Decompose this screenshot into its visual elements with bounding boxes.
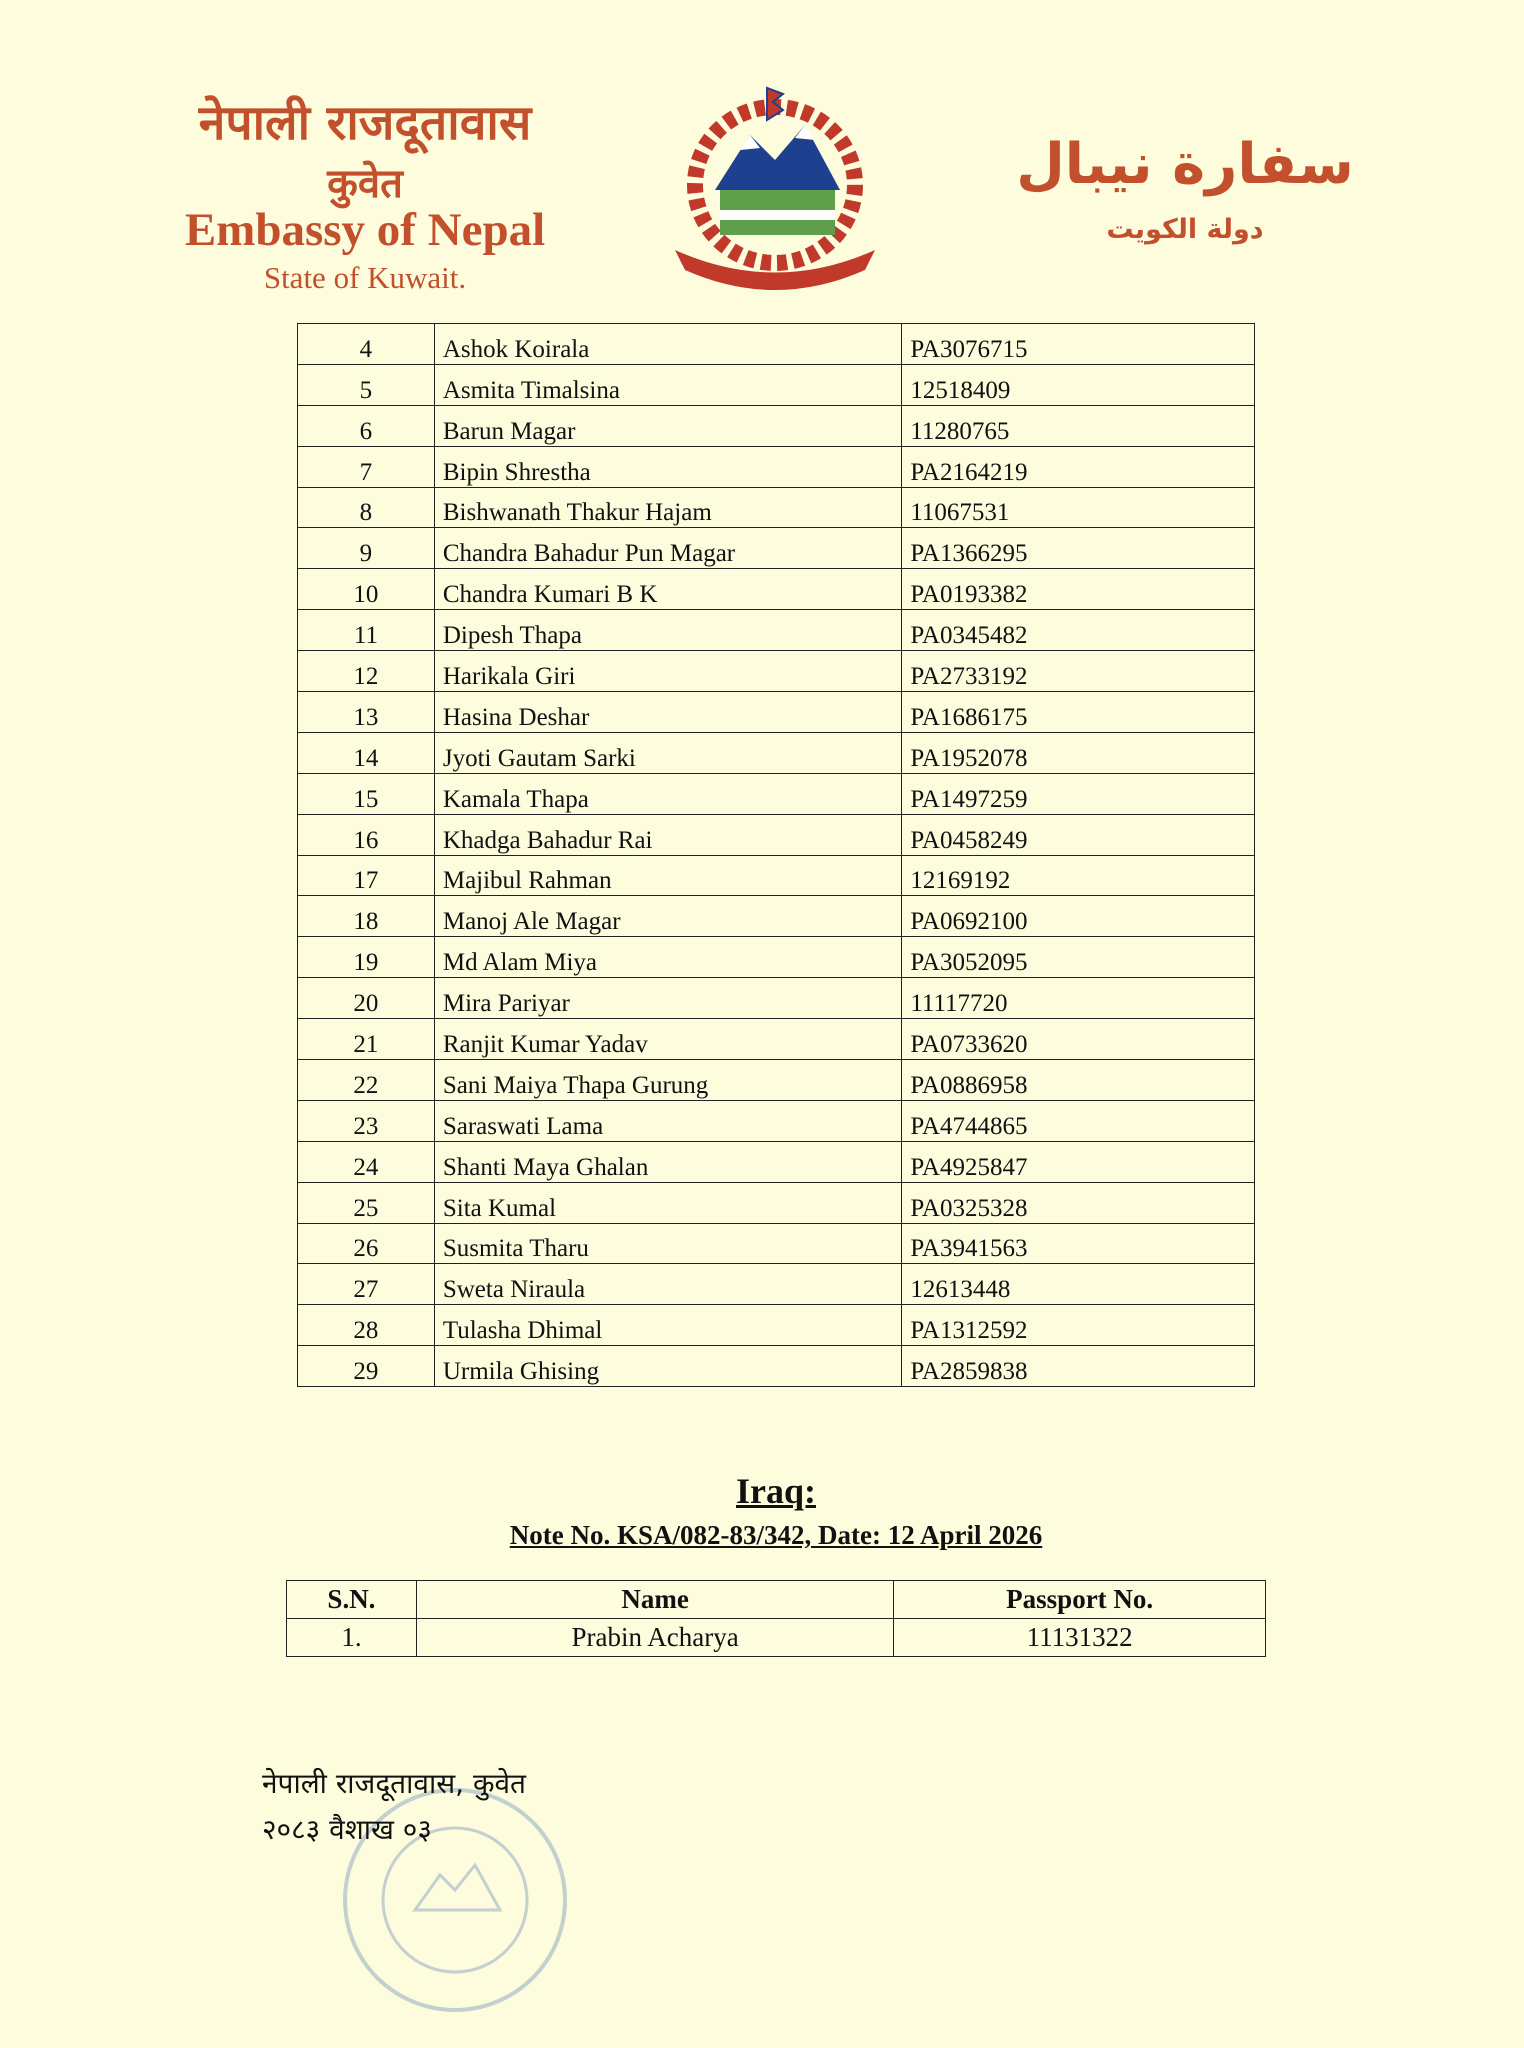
cell-name: Khadga Bahadur Rai [434,814,901,855]
cell-name: Dipesh Thapa [434,610,901,651]
cell-passport: PA2733192 [902,651,1255,692]
cell-sn: 4 [298,324,435,365]
cell-sn: 22 [298,1060,435,1101]
nepali-title: नेपाली राजदूतावास [198,95,532,151]
cell-passport: PA1366295 [902,528,1255,569]
cell-sn: 12 [298,651,435,692]
table-row [298,814,1255,855]
table-row [287,1619,1266,1657]
table-row [298,855,1255,896]
table-row [298,1182,1255,1223]
cell-sn: 1. [287,1619,417,1657]
cell-sn: 15 [298,773,435,814]
cell-name: Sita Kumal [434,1182,901,1223]
cell-name: Kamala Thapa [434,773,901,814]
cell-name: Majibul Rahman [434,855,901,896]
table-row [298,651,1255,692]
cell-name: Hasina Deshar [434,692,901,733]
cell-name: Md Alam Miya [434,937,901,978]
cell-sn: 18 [298,896,435,937]
cell-sn: 10 [298,569,435,610]
cell-name: Sweta Niraula [434,1264,901,1305]
cell-sn: 28 [298,1305,435,1346]
cell-passport: PA3941563 [902,1223,1255,1264]
cell-passport: 12518409 [902,364,1255,405]
cell-sn: 23 [298,1100,435,1141]
cell-passport: PA3052095 [902,937,1255,978]
cell-name: Chandra Kumari B K [434,569,901,610]
cell-name: Saraswati Lama [434,1100,901,1141]
cell-sn: 14 [298,732,435,773]
english-location: State of Kuwait. [263,260,467,295]
table-row [298,528,1255,569]
table-row [298,405,1255,446]
table-header-row [287,1581,1266,1619]
cell-sn: 5 [298,364,435,405]
cell-sn: 21 [298,1019,435,1060]
table-row [298,937,1255,978]
cell-sn: 24 [298,1141,435,1182]
cell-name: Prabin Acharya [416,1619,893,1657]
cell-name: Shanti Maya Ghalan [434,1141,901,1182]
cell-sn: 13 [298,692,435,733]
table-row [298,1141,1255,1182]
cell-sn: 8 [298,487,435,528]
cell-name: Ranjit Kumar Yadav [434,1019,901,1060]
table-row [298,978,1255,1019]
cell-passport: PA0193382 [902,569,1255,610]
column-header-name: Name [416,1581,893,1619]
cell-passport: PA0733620 [902,1019,1255,1060]
iraq-note-line: Note No. KSA/082-83/342, Date: 12 April 2026 [509,1520,1043,1550]
cell-sn: 27 [298,1264,435,1305]
cell-passport: 11131322 [894,1619,1266,1657]
cell-passport: 12613448 [902,1264,1255,1305]
table-row [298,487,1255,528]
cell-name: Bishwanath Thakur Hajam [434,487,901,528]
arabic-title: سفارة نيبال [1016,132,1354,197]
cell-sn: 6 [298,405,435,446]
table-row [298,1019,1255,1060]
column-header-passport: Passport No. [894,1581,1266,1619]
cell-name: Bipin Shrestha [434,446,901,487]
cell-passport: PA1952078 [902,732,1255,773]
cell-passport: PA3076715 [902,324,1255,365]
cell-sn: 11 [298,610,435,651]
cell-passport: PA1497259 [902,773,1255,814]
cell-name: Ashok Koirala [434,324,901,365]
cell-sn: 17 [298,855,435,896]
table-row [298,1100,1255,1141]
cell-name: Susmita Tharu [434,1223,901,1264]
arabic-location: دولة الكويت [1106,214,1264,245]
cell-passport: PA0325328 [902,1182,1255,1223]
cell-passport: PA0692100 [902,896,1255,937]
cell-passport: PA0345482 [902,610,1255,651]
cell-name: Urmila Ghising [434,1346,901,1387]
cell-sn: 26 [298,1223,435,1264]
nepali-location: कुवेत [327,161,403,207]
cell-passport: 11067531 [902,487,1255,528]
cell-sn: 7 [298,446,435,487]
cell-passport: PA0458249 [902,814,1255,855]
cell-passport: 11280765 [902,405,1255,446]
cell-sn: 25 [298,1182,435,1223]
cell-name: Harikala Giri [434,651,901,692]
cell-name: Tulasha Dhimal [434,1305,901,1346]
table-row [298,1346,1255,1387]
cell-passport: PA4925847 [902,1141,1255,1182]
letterhead [0,0,1524,310]
table-row [298,1305,1255,1346]
cell-passport: PA2859838 [902,1346,1255,1387]
cell-sn: 9 [298,528,435,569]
signature-line-1: नेपाली राजदूतावास, कुवेत [262,1767,526,1800]
cell-sn: 16 [298,814,435,855]
table-row [298,610,1255,651]
table-row [298,446,1255,487]
cell-name: Sani Maiya Thapa Gurung [434,1060,901,1101]
table-row [298,732,1255,773]
signature-date-line: २०८३ वैशाख ०३ [262,1813,432,1846]
nepal-emblem-icon [655,80,895,295]
cell-passport: PA2164219 [902,446,1255,487]
table-row [298,324,1255,365]
table-row [298,692,1255,733]
table-row [298,364,1255,405]
table-row [298,1060,1255,1101]
cell-passport: PA1686175 [902,692,1255,733]
iraq-table [286,1580,1266,1657]
cell-passport: PA0886958 [902,1060,1255,1101]
cell-name: Jyoti Gautam Sarki [434,732,901,773]
cell-passport: 11117720 [902,978,1255,1019]
cell-passport: PA1312592 [902,1305,1255,1346]
cell-name: Manoj Ale Magar [434,896,901,937]
passport-list-table [297,323,1255,1387]
cell-sn: 29 [298,1346,435,1387]
column-header-sn: S.N. [287,1581,417,1619]
english-title: Embassy of Nepal [184,204,546,256]
cell-name: Barun Magar [434,405,901,446]
table-row [298,569,1255,610]
cell-sn: 20 [298,978,435,1019]
cell-name: Mira Pariyar [434,978,901,1019]
cell-passport: 12169192 [902,855,1255,896]
cell-name: Chandra Bahadur Pun Magar [434,528,901,569]
table-row [298,1223,1255,1264]
cell-sn: 19 [298,937,435,978]
cell-passport: PA4744865 [902,1100,1255,1141]
table-row [298,1264,1255,1305]
table-row [298,773,1255,814]
cell-name: Asmita Timalsina [434,364,901,405]
table-row [298,896,1255,937]
iraq-heading: Iraq: [736,1471,816,1511]
